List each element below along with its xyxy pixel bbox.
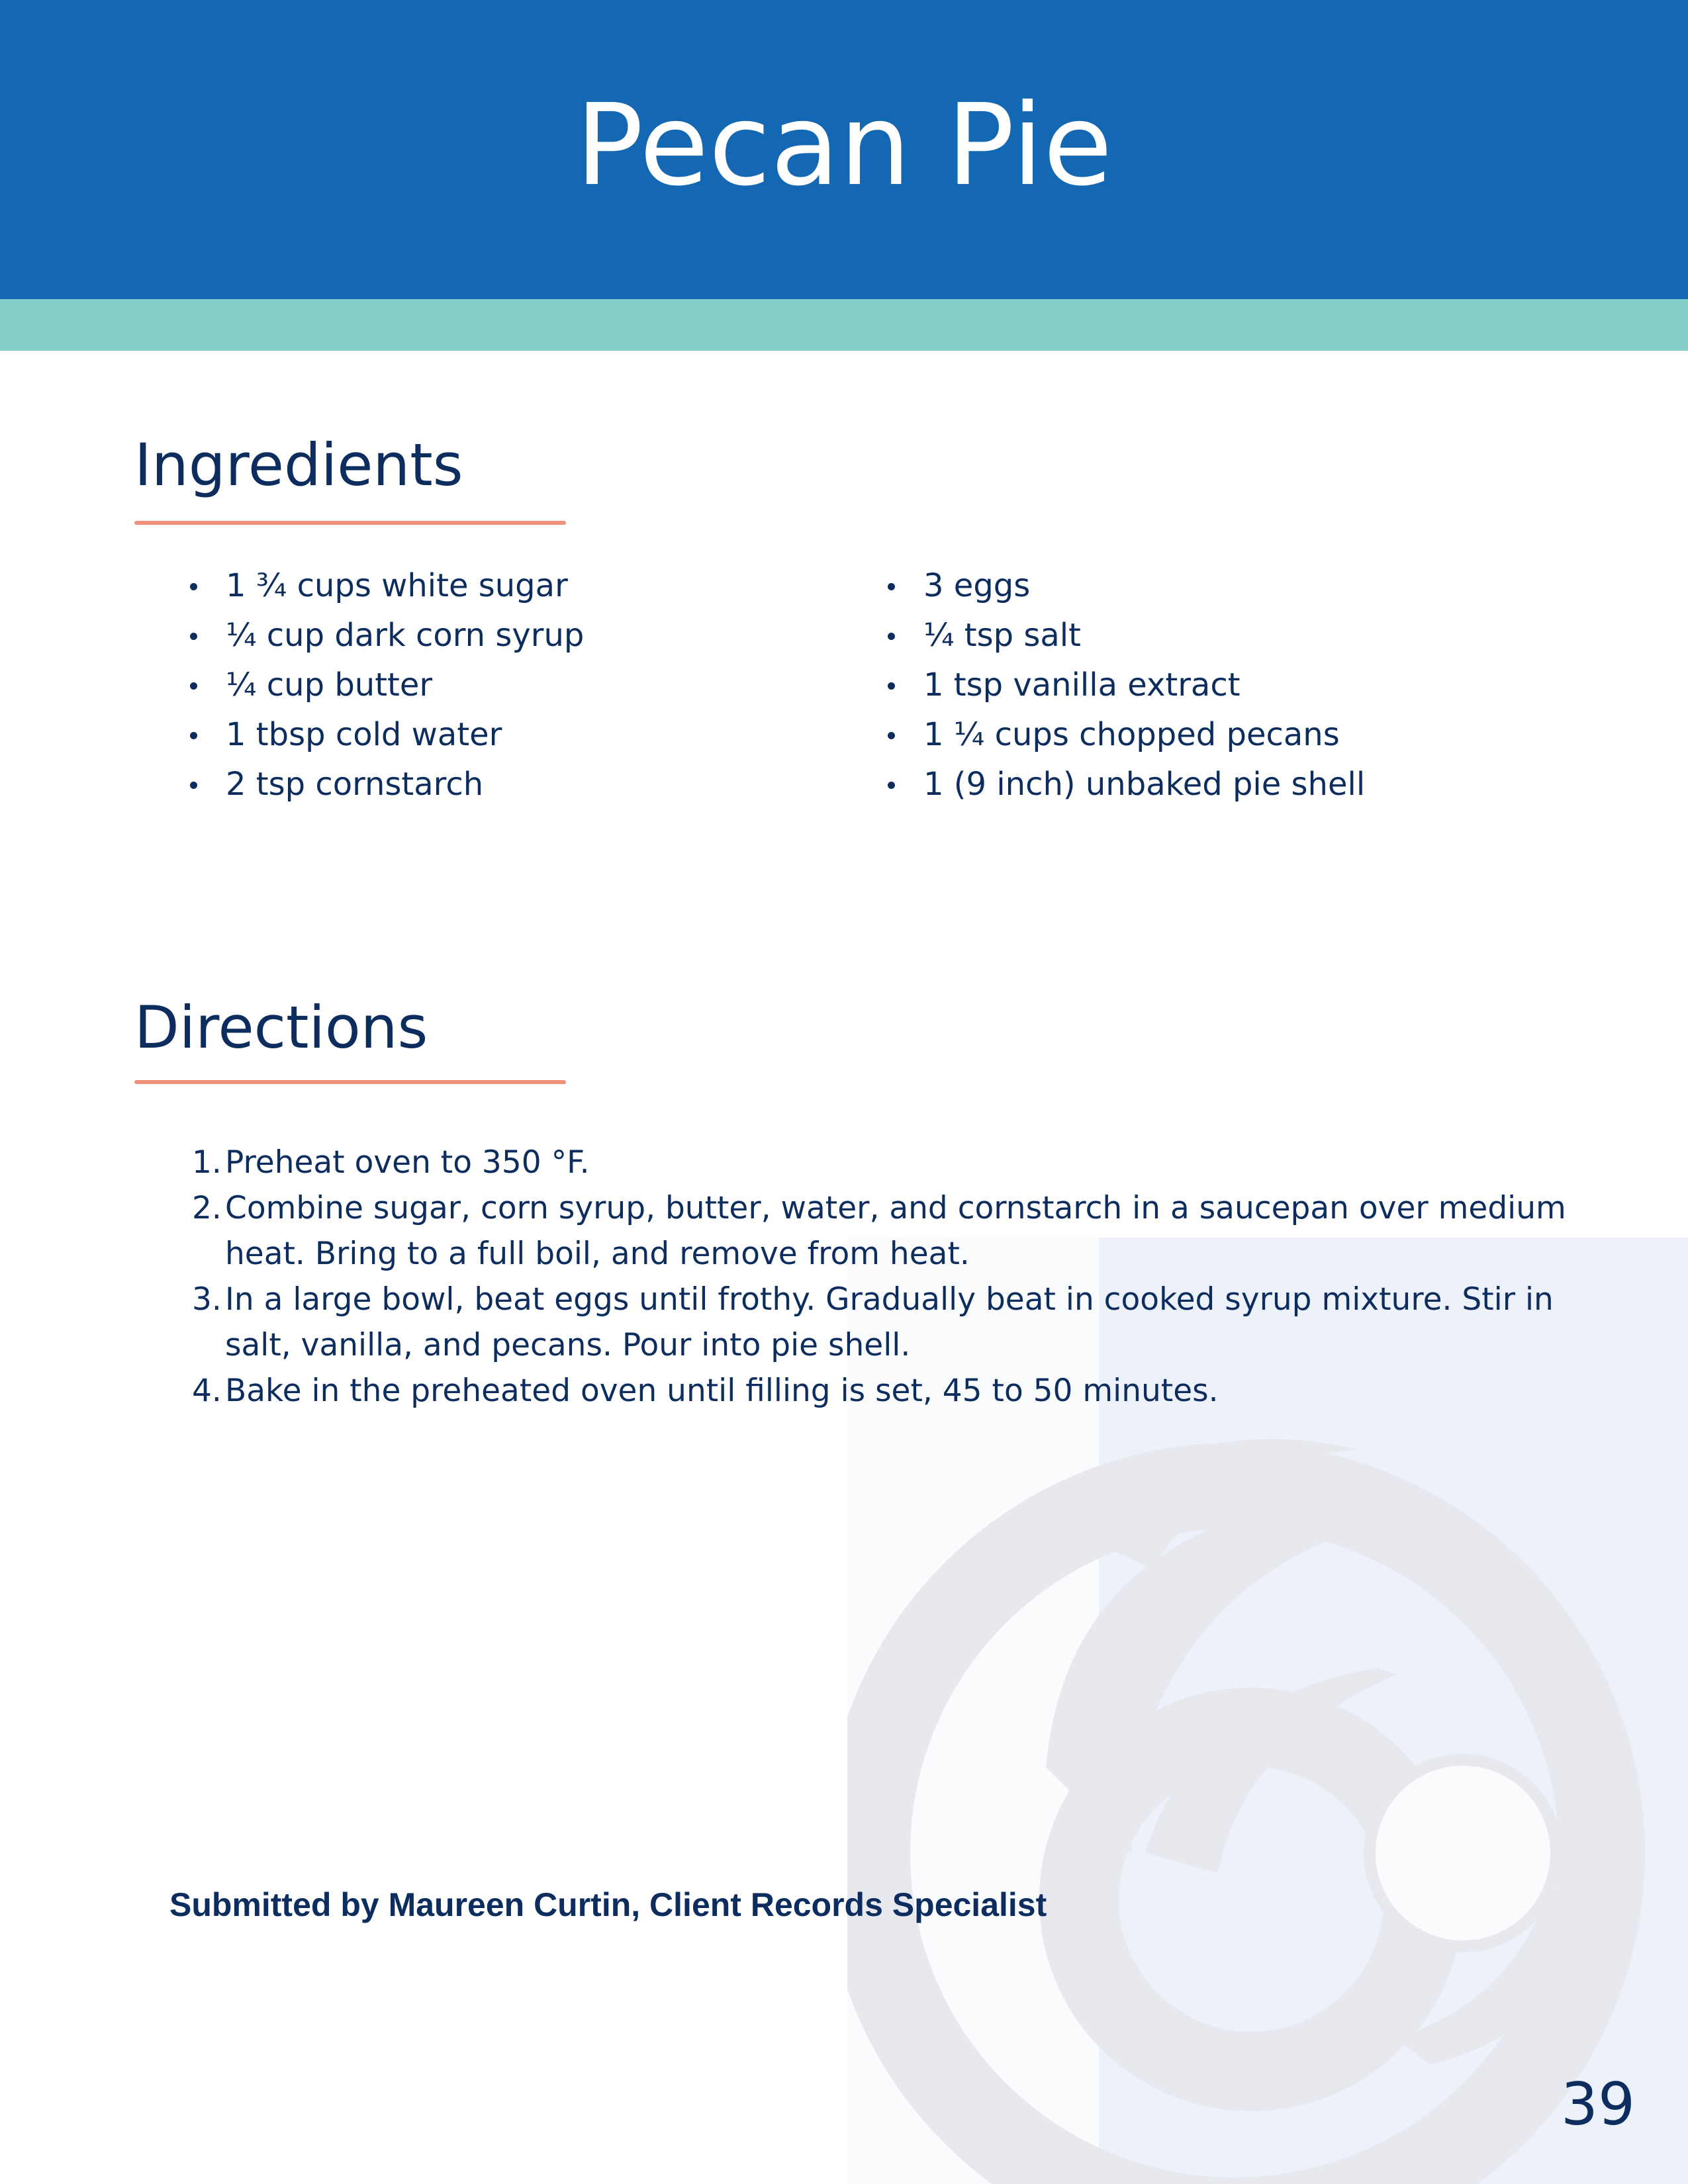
step-number: 3. [192, 1281, 222, 1318]
step-number: 1. [192, 1144, 222, 1181]
submitted-by: Submitted by Maureen Curtin, Client Records Specialist [169, 1886, 1047, 1923]
ingredient-item: ¼ cup butter [190, 660, 584, 710]
ingredients-underline [134, 521, 566, 525]
page-number: 39 [1561, 2070, 1635, 2138]
ingredient-item: 1 (9 inch) unbaked pie shell [888, 760, 1365, 809]
direction-step [192, 1185, 1569, 1277]
directions-list [192, 1140, 1569, 1414]
ingredients-list-right [888, 561, 1365, 809]
step-text: Preheat oven to 350 °F. [225, 1144, 590, 1181]
ingredients-list-left [190, 561, 584, 809]
step-text: Combine sugar, corn syrup, butter, water, and cornstarch in a saucepan over medium heat. Bring to a full boil, and remove from heat. [225, 1190, 1566, 1272]
step-number: 4. [192, 1373, 222, 1409]
ingredient-item: ¼ tsp salt [888, 611, 1365, 660]
direction-step [192, 1277, 1569, 1368]
direction-step [192, 1140, 1569, 1185]
step-text: Bake in the preheated oven until filling is set, 45 to 50 minutes. [225, 1373, 1219, 1409]
ingredients-heading: Ingredients [134, 431, 463, 499]
ingredient-item: ¼ cup dark corn syrup [190, 611, 584, 660]
directions-heading: Directions [134, 993, 428, 1062]
ingredient-item: 1 tbsp cold water [190, 710, 584, 760]
title-banner [0, 0, 1688, 299]
direction-step [192, 1368, 1569, 1414]
directions-underline [134, 1080, 566, 1084]
ingredient-item: 1 ¼ cups chopped pecans [888, 710, 1365, 760]
ingredient-item: 3 eggs [888, 561, 1365, 611]
ingredient-item: 1 ¾ cups white sugar [190, 561, 584, 611]
ingredient-item: 1 tsp vanilla extract [888, 660, 1365, 710]
ingredient-item: 2 tsp cornstarch [190, 760, 584, 809]
step-text: In a large bowl, beat eggs until frothy. Gradually beat in cooked syrup mixture. Stir in salt, vanilla, and pecans. Pour into pie shell. [225, 1281, 1554, 1363]
teal-accent-bar [0, 299, 1688, 351]
step-number: 2. [192, 1190, 222, 1226]
recipe-title: Pecan Pie [575, 80, 1113, 211]
